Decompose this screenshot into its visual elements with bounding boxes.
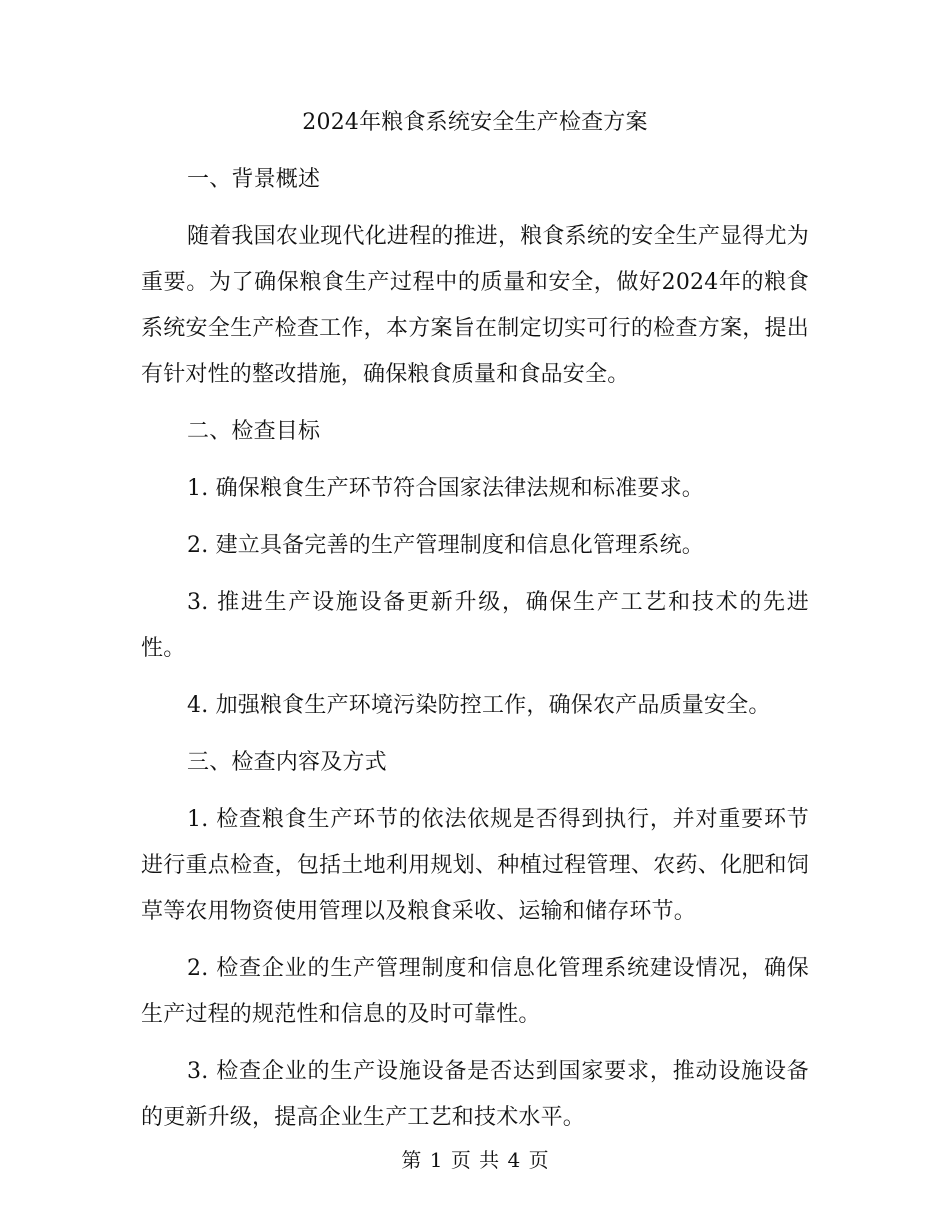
objective-item-1: 1. 确保粮食生产环节符合国家法律法规和标准要求。 bbox=[187, 476, 704, 501]
content-item-2: 2. 检查企业的生产管理制度和信息化管理系统建设情况，确保生产过程的规范性和信息的及时可靠性。 bbox=[141, 956, 809, 1027]
section-heading-objectives: 二、检查目标 bbox=[187, 419, 321, 444]
page-number-footer: 第 1 页 共 4 页 bbox=[401, 1148, 549, 1172]
section-heading-content-methods: 三、检查内容及方式 bbox=[187, 750, 387, 775]
objective-item-4: 4. 加强粮食生产环境污染防控工作，确保农产品质量安全。 bbox=[187, 693, 771, 718]
content-item-1: 1. 检查粮食生产环节的依法依规是否得到执行，并对重要环节进行重点检查，包括土地利用规划、种植过程管理、农药、化肥和饲草等农用物资使用管理以及粮食采收、运输和储存环节。 bbox=[141, 807, 809, 924]
document-title: 2024年粮食系统安全生产检查方案 bbox=[302, 110, 648, 135]
section-heading-background: 一、背景概述 bbox=[187, 167, 321, 192]
content-item-3: 3. 检查企业的生产设施设备是否达到国家要求，推动设施设备的更新升级，提高企业生产工艺和技术水平。 bbox=[141, 1059, 809, 1130]
background-paragraph: 随着我国农业现代化进程的推进，粮食系统的安全生产显得尤为重要。为了确保粮食生产过程中的质量和安全，做好2024年的粮食系统安全生产检查工作，本方案旨在制定切实可行的检查方案，提出有针对性的整改措施，确保粮食质量和食品安全。 bbox=[141, 224, 809, 387]
objective-item-2: 2. 建立具备完善的生产管理制度和信息化管理系统。 bbox=[187, 533, 704, 558]
objective-item-3: 3. 推进生产设施设备更新升级，确保生产工艺和技术的先进性。 bbox=[141, 590, 809, 661]
document-body bbox=[141, 100, 809, 1152]
